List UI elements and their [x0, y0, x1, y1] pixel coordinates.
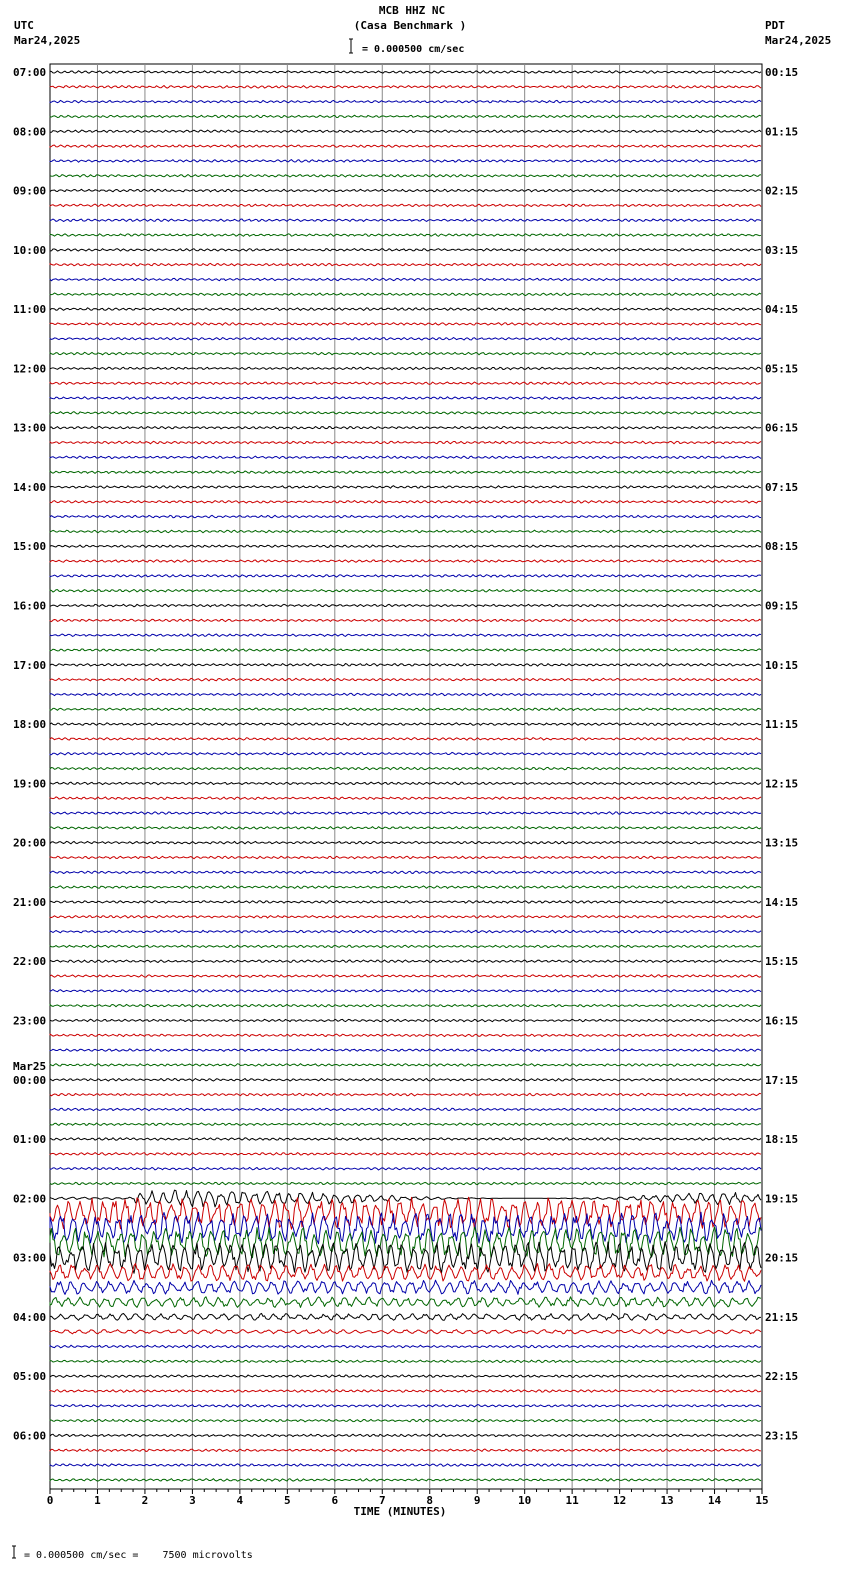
trace-line [50, 827, 761, 830]
left-hour-label: 23:00 [13, 1014, 47, 1028]
x-tick-label: 11 [565, 1494, 579, 1507]
trace-line [50, 1280, 761, 1294]
trace-line [50, 1242, 761, 1273]
trace-line [50, 530, 761, 533]
right-hour-label: 08:15 [765, 540, 799, 554]
trace-line [50, 367, 761, 370]
trace-line [50, 1108, 761, 1111]
right-hour-label: 13:15 [765, 836, 799, 850]
trace-line [50, 160, 761, 163]
right-hour-label: 23:15 [765, 1429, 799, 1443]
trace-line [50, 1093, 761, 1096]
trace-line [50, 693, 761, 696]
trace-line [50, 1405, 761, 1408]
left-timezone: UTC [14, 19, 34, 32]
x-tick-label: 10 [518, 1494, 532, 1507]
right-hour-label: 22:15 [765, 1370, 799, 1384]
trace-line [50, 308, 761, 311]
trace-line [50, 486, 761, 489]
left-hour-label: 07:00 [13, 66, 47, 79]
trace-line [50, 1479, 761, 1482]
station-title: MCB HHZ NC [378, 4, 446, 17]
trace-line [50, 812, 761, 815]
trace-line [50, 945, 761, 948]
left-hour-label: 19:00 [13, 777, 47, 791]
trace-line [50, 249, 761, 252]
left-hour-label: 15:00 [13, 540, 47, 554]
left-hour-label: 09:00 [13, 184, 47, 198]
right-hour-label: 19:15 [765, 1192, 799, 1206]
trace-line [50, 1034, 761, 1037]
trace-line [50, 323, 761, 326]
trace-line [50, 100, 761, 103]
trace-line [50, 1390, 761, 1393]
trace-line [50, 678, 761, 681]
left-hour-label: 05:00 [13, 1370, 47, 1384]
trace-line [50, 1297, 761, 1308]
left-hour-label: 14:00 [13, 480, 47, 494]
left-hour-label: 20:00 [13, 836, 47, 850]
trace-line [50, 263, 761, 266]
trace-line [50, 515, 761, 518]
right-hour-label: 20:15 [765, 1251, 799, 1265]
x-tick-label: 4 [236, 1494, 244, 1507]
trace-line [50, 1167, 761, 1170]
trace-line [50, 412, 761, 415]
trace-line [50, 86, 761, 89]
trace-line [50, 1138, 761, 1141]
trace-line [50, 990, 761, 993]
right-hour-label: 04:15 [765, 303, 799, 317]
trace-line [50, 1190, 761, 1207]
left-hour-label: 03:00 [13, 1251, 47, 1265]
trace-line [50, 145, 761, 148]
left-hour-label: 22:00 [13, 955, 47, 969]
trace-line [50, 723, 761, 726]
right-hour-label: 14:15 [765, 895, 799, 909]
right-hour-label: 17:15 [765, 1073, 799, 1087]
trace-line [50, 649, 761, 652]
trace-line [50, 545, 761, 548]
x-tick-label: 12 [612, 1494, 627, 1507]
x-tick-label: 2 [141, 1494, 149, 1507]
x-tick-label: 6 [331, 1494, 339, 1507]
trace-line [50, 338, 761, 341]
trace-line [50, 1330, 761, 1334]
right-hour-label: 02:15 [765, 184, 799, 198]
right-hour-label: 07:15 [765, 480, 799, 494]
trace-line [50, 278, 761, 281]
plot-frame [50, 64, 762, 1489]
x-tick-label: 1 [94, 1494, 101, 1507]
trace-line [50, 916, 761, 919]
x-tick-label: 0 [46, 1494, 54, 1507]
trace-line [50, 1360, 761, 1363]
trace-line [50, 1079, 761, 1082]
trace-line [50, 1123, 761, 1126]
trace-line [50, 1004, 761, 1007]
x-tick-label: 5 [284, 1494, 291, 1507]
x-tick-label: 8 [426, 1494, 434, 1507]
trace-line [50, 426, 761, 429]
trace-line [50, 1153, 761, 1156]
trace-line [50, 604, 761, 607]
right-hour-label: 15:15 [765, 955, 799, 969]
trace-line [50, 1064, 761, 1067]
right-hour-label: 01:15 [765, 125, 799, 139]
trace-line [50, 975, 761, 978]
trace-line [50, 841, 761, 844]
trace-line [50, 871, 761, 874]
trace-line [50, 930, 761, 933]
x-tick-label: 3 [189, 1494, 196, 1507]
trace-line [50, 352, 761, 355]
trace-line [50, 797, 761, 800]
trace-line [50, 767, 761, 770]
trace-line [50, 204, 761, 207]
left-hour-label: 12:00 [13, 362, 47, 376]
left-hour-label: 06:00 [13, 1429, 47, 1443]
trace-line [50, 619, 761, 622]
trace-line [50, 1375, 761, 1378]
trace-line [50, 738, 761, 741]
left-hour-label: 08:00 [13, 125, 47, 139]
trace-line [50, 1313, 761, 1320]
scale-bar-icon [349, 39, 353, 53]
right-hour-label: 06:15 [765, 421, 799, 435]
trace-line [50, 441, 761, 444]
left-hour-label: 18:00 [13, 718, 47, 732]
left-hour-label: 11:00 [13, 303, 47, 317]
trace-line [50, 471, 761, 474]
trace-line [50, 886, 761, 889]
right-hour-label: 12:15 [765, 777, 799, 791]
station-location: (Casa Benchmark ) [353, 19, 467, 32]
left-date-change-label: Mar25 [13, 1059, 47, 1073]
trace-line [50, 1449, 761, 1452]
trace-line [50, 1019, 761, 1022]
right-hour-label: 05:15 [765, 362, 799, 376]
left-hour-label: 21:00 [13, 895, 47, 909]
trace-line [50, 708, 761, 711]
trace-line [50, 1419, 761, 1422]
left-hour-label: 16:00 [13, 599, 47, 613]
trace-line [50, 782, 761, 785]
trace-line [50, 130, 761, 133]
trace-line [50, 664, 761, 667]
trace-line [50, 856, 761, 859]
right-hour-label: 11:15 [765, 718, 799, 732]
x-tick-label: 15 [755, 1494, 769, 1507]
trace-line [50, 960, 761, 963]
x-tick-label: 13 [660, 1494, 674, 1507]
trace-line [50, 382, 761, 385]
left-hour-label: 17:00 [13, 658, 47, 672]
trace-line [50, 189, 761, 192]
right-hour-label: 09:15 [765, 599, 799, 613]
trace-line [50, 219, 761, 222]
trace-line [50, 175, 761, 178]
trace-line [50, 634, 761, 637]
trace-line [50, 1182, 761, 1185]
trace-line [50, 71, 761, 74]
right-timezone: PDT [765, 19, 785, 32]
x-axis-label: TIME (MINUTES) [353, 1505, 447, 1518]
left-date: Mar24,2025 [14, 34, 81, 47]
footer-scale-note: = 0.000500 cm/sec = 7500 microvolts [24, 1550, 253, 1561]
x-tick-label: 9 [473, 1494, 481, 1507]
right-hour-label: 21:15 [765, 1310, 799, 1324]
footer-scale-bar-icon [12, 1546, 16, 1558]
right-hour-label: 03:15 [765, 243, 799, 257]
trace-line [50, 1464, 761, 1467]
left-hour-label: 04:00 [13, 1310, 47, 1324]
x-tick-label: 7 [378, 1494, 386, 1507]
trace-line [50, 1345, 761, 1348]
left-hour-label: 10:00 [13, 243, 47, 257]
right-hour-label: 00:15 [765, 66, 799, 79]
x-tick-label: 14 [707, 1494, 722, 1507]
left-hour-label: 00:00 [13, 1073, 47, 1087]
trace-line [50, 1434, 761, 1437]
trace-line [50, 456, 761, 459]
trace-line [50, 1049, 761, 1052]
left-hour-label: 02:00 [13, 1192, 47, 1206]
trace-line [50, 575, 761, 578]
right-hour-label: 18:15 [765, 1133, 799, 1147]
trace-line [50, 234, 761, 237]
left-hour-label: 13:00 [13, 421, 47, 435]
trace-line [50, 397, 761, 400]
trace-line [50, 501, 761, 504]
trace-line [50, 1227, 761, 1258]
trace-line [50, 115, 761, 118]
left-hour-label: 01:00 [13, 1133, 47, 1147]
trace-line [50, 752, 761, 755]
right-hour-label: 16:15 [765, 1014, 799, 1028]
trace-line [50, 589, 761, 592]
right-hour-label: 10:15 [765, 658, 799, 672]
trace-line [50, 293, 761, 296]
trace-line [50, 901, 761, 904]
trace-line [50, 560, 761, 563]
scale-label: = 0.000500 cm/sec [362, 44, 465, 55]
right-date: Mar24,2025 [765, 34, 832, 47]
